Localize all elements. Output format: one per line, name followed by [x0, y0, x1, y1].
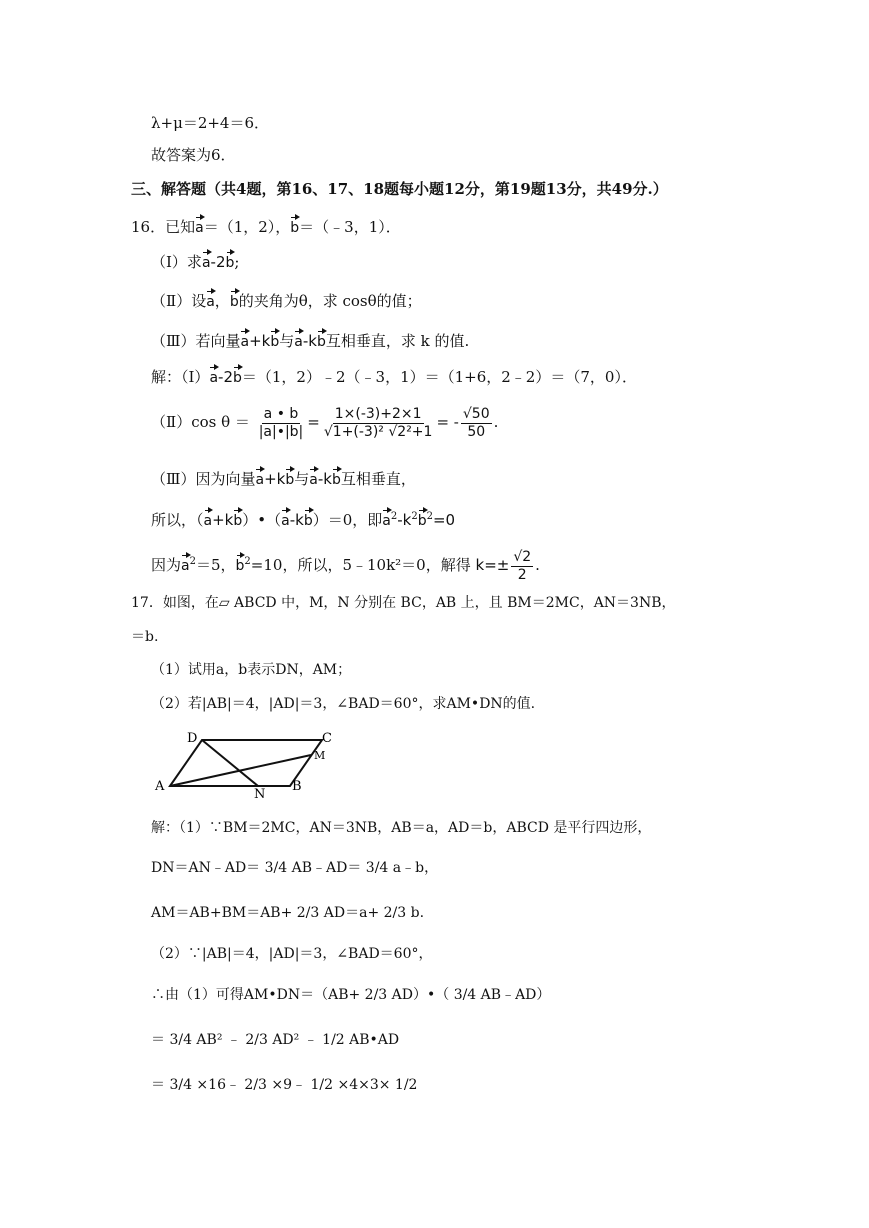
label-b: B: [292, 779, 302, 794]
parallelogram-figure: [152, 728, 342, 800]
vec-a: a: [195, 214, 204, 236]
sol17-am: AM＝AB+BM＝AB+ 2/3 AD＝a+ 2/3 b.: [151, 905, 425, 921]
label-d: D: [187, 731, 198, 746]
sol16-so: 所以，（a+kb）•（a-kb）＝0，即$a^2-k^2b^2=0$: [151, 507, 455, 530]
q16-stem: 16．已知a＝（1，2），b＝（﹣3，1）．: [131, 214, 401, 237]
q16-part1: （Ⅰ）求a-2b;: [151, 249, 239, 272]
sol17-step2: ＝ 3/4 AB² ﹣ 2/3 AD² ﹣ 1/2 AB•AD: [151, 1032, 400, 1048]
sol16-because: 因为$a^2=5$，$b^2=10$，所以，5﹣10k²＝0，解得 k=± $\frac{√2}{2}$ .: [151, 548, 540, 583]
vec-b: b: [290, 214, 299, 236]
line-answer: 故答案为6．: [151, 146, 236, 164]
label-c: C: [322, 731, 332, 746]
segment-dn: [202, 740, 258, 786]
q17-stem: 17．如图，在▱ ABCD 中，M，N 分别在 BC，AB 上，且 BM＝2MC，AN＝3NB，: [131, 595, 676, 611]
section-heading: 三、解答题（共4题，第16、17、18题每小题12分，第19题13分，共49分.）: [131, 180, 668, 198]
frac-k: $\frac{√2}{2}$: [513, 548, 532, 583]
sol17-step1: ∴由（1）可得AM•DN＝（AB+ 2/3 AD）•（ 3/4 AB﹣AD）: [151, 987, 551, 1003]
q17-part1: （1）试用a，b表示DN，AM；: [151, 662, 352, 678]
label-m: M: [314, 749, 326, 762]
frac-cos-values: $\frac{1\times(-3)+2\times 1}{\text{√1+(-3)² √2²+1}}$: [323, 405, 433, 440]
segment-am: [170, 755, 311, 786]
label-a: A: [155, 779, 165, 794]
frac-cos-result: $\frac{√50}{50}$: [462, 405, 490, 440]
sol16-part2: （Ⅱ）cos θ ＝ $\frac{a • b}{|a|•|b|}$ = $\frac{1\times(-3)+2\times 1}{\text{√1+(-3)² √2²+1}}$ = - $\frac{√50}{50}$ .: [151, 405, 499, 440]
line-lambda-mu: λ+μ＝2+4＝6．: [151, 114, 270, 132]
sol17-step3: ＝ 3/4 ×16﹣ 2/3 ×9﹣ 1/2 ×4×3× 1/2: [151, 1077, 418, 1093]
frac-cos: $\frac{a • b}{|a|•|b|}$: [258, 405, 304, 440]
sol17-dn: DN＝AN﹣AD＝ 3/4 AB﹣AD＝ 3/4 a﹣b，: [151, 860, 439, 876]
q17-part2: （2）若|AB|＝4，|AD|＝3，∠BAD＝60°，求AM•DN的值.: [151, 696, 536, 712]
q17-stem-cont: ＝b.: [131, 629, 159, 645]
sol17-part2: （2）∵|AB|＝4，|AD|＝3，∠BAD＝60°，: [151, 946, 433, 962]
sol16-part1: 解：（Ⅰ）a-2b＝（1，2）﹣2（﹣3，1）＝（1+6，2﹣2）＝（7，0）．: [151, 364, 637, 387]
q16-part3: （Ⅲ）若向量a+kb与a-kb互相垂直，求 k 的值.: [151, 328, 469, 351]
sol17-given: 解：（1）∵BM＝2MC，AN＝3NB，AB＝a，AD＝b，ABCD 是平行四边形，: [151, 820, 652, 836]
q16-part2: （Ⅱ）设a，b的夹角为θ，求 cosθ的值；: [151, 288, 422, 311]
label-n: N: [254, 787, 266, 800]
sol16-part3: （Ⅲ）因为向量a+kb与a-kb互相垂直，: [151, 466, 416, 489]
